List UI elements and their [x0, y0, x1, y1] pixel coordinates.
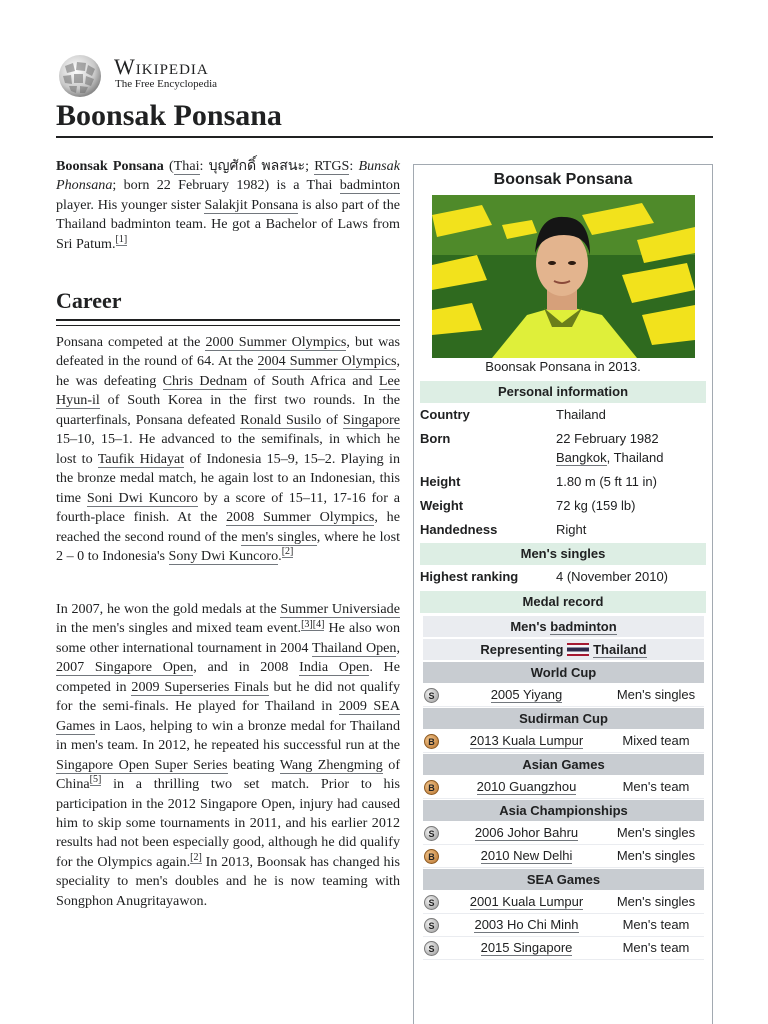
infobox — [413, 164, 713, 1024]
bronze-medal-icon: B — [424, 780, 439, 795]
handedness-label: Handedness — [420, 522, 498, 537]
citation[interactable]: [2] — [190, 852, 202, 864]
height-label: Height — [420, 474, 461, 489]
wiki-link[interactable]: 2009 Superseries Finals — [131, 678, 269, 695]
born-date: 22 February 1982 — [556, 431, 659, 446]
medal-section-header: World Cup — [423, 662, 704, 683]
country-label: Country — [420, 407, 470, 422]
career-paragraph-2 — [56, 600, 400, 911]
medal-event-type: Men's singles — [616, 687, 696, 702]
wiki-link[interactable]: 2000 Summer Olympics — [205, 334, 347, 350]
medal-section-header: Asian Games — [423, 754, 704, 775]
bangkok-link[interactable]: Bangkok — [556, 450, 607, 465]
height-value: 1.80 m (5 ft 11 in) — [556, 474, 657, 489]
handedness-value: Right — [556, 522, 587, 537]
medal-event-link[interactable]: 2006 Johor Bahru — [474, 825, 579, 840]
row-divider — [423, 706, 704, 707]
wiki-link[interactable]: Summer Universiade — [280, 601, 400, 617]
paragraph-text: He also won some other international tournament in 2004 — [56, 620, 400, 656]
born-place — [556, 450, 663, 465]
silver-medal-icon: S — [424, 826, 439, 841]
wiki-link[interactable]: Wang Zhengming — [279, 756, 383, 773]
wiki-link[interactable]: Thailand Open — [312, 639, 397, 656]
sport-prefix: Men's — [510, 619, 551, 634]
badminton-link[interactable]: badminton — [339, 177, 400, 194]
medal-event — [449, 733, 604, 748]
intro-text-3: is also part of the Thailand badminton team. He got a Bachelor of Laws from Sri Patum. — [56, 196, 401, 252]
born-label: Born — [420, 431, 451, 446]
paragraph-text: of South Korea in the first two rounds. In the quarterfinals, Ponsana defeated — [56, 392, 400, 428]
born-country: , Thailand — [606, 450, 664, 465]
citation[interactable]: [4] — [312, 618, 325, 630]
career-divider — [56, 319, 400, 321]
medal-event-link[interactable]: 2001 Kuala Lumpur — [469, 894, 584, 909]
paragraph-text: , he reached the second round of the — [56, 509, 400, 545]
sport-row — [423, 616, 704, 637]
title-divider — [56, 136, 713, 138]
country-value: Thailand — [556, 407, 606, 422]
badminton-link[interactable]: badminton — [550, 619, 617, 634]
intro-text-2: player. His younger sister — [56, 196, 205, 213]
medal-section-header: Sudirman Cup — [423, 708, 704, 729]
paragraph-text: of — [321, 411, 343, 428]
paragraph-text: by a score of 15–11, 17-16 for a fourth-place finish. At the — [56, 489, 400, 526]
medal-event — [449, 848, 604, 863]
row-divider — [423, 752, 704, 753]
wikipedia-wordmark[interactable]: Wikipedia — [114, 54, 209, 79]
rtgs-name: Bunsak Phonsana — [56, 158, 400, 194]
wiki-link[interactable]: Singapore — [342, 411, 401, 428]
weight-value: 72 kg (159 lb) — [556, 498, 636, 513]
row-divider — [423, 798, 704, 799]
medal-event-link[interactable]: 2005 Yiyang — [490, 687, 563, 702]
bronze-medal-icon: B — [424, 734, 439, 749]
intro-paragraph: Boonsak Ponsana (Thai: บุญศักดิ์ พลสนะ; RTGS: Bunsak Phonsana; born 22 February 1982) is a Thai badminton player. His younger sister Salakjit Ponsana is also part of the Thailand badminton team. He got a Bachelor of Laws from Sri Patum.[1] — [56, 158, 401, 252]
wiki-link[interactable]: Lee Hyun-il — [56, 372, 400, 409]
paragraph-text: . — [278, 547, 282, 564]
thailand-link[interactable]: Thailand — [593, 642, 647, 657]
silver-medal-icon: S — [424, 688, 439, 703]
personal-info-header: Personal information — [420, 381, 706, 403]
medal-event-type: Men's team — [622, 917, 690, 932]
subject-name: Boonsak Ponsana — [56, 158, 164, 174]
wikipedia-globe-logo[interactable] — [55, 54, 105, 98]
highest-ranking-label: Highest ranking — [420, 569, 519, 584]
representing-prefix: Representing — [480, 642, 568, 657]
citation-1[interactable]: [1] — [115, 234, 128, 246]
mens-singles-header: Men's singles — [420, 543, 706, 565]
thailand-flag-icon — [567, 643, 589, 656]
paragraph-text: , he was defeating — [56, 353, 400, 389]
thai-name: บุญศักดิ์ พลสนะ — [208, 158, 306, 174]
wiki-link[interactable]: 2008 Summer Olympics — [226, 509, 375, 526]
representing-row — [423, 639, 704, 660]
paragraph-text: beating — [227, 756, 280, 773]
wiki-link[interactable]: 2007 Singapore Open — [56, 659, 194, 676]
medal-event-link[interactable]: 2015 Singapore — [480, 940, 573, 955]
intro-text-1: ; born 22 February 1982) is a Thai — [112, 177, 340, 194]
medal-event-link[interactable]: 2010 New Delhi — [480, 848, 573, 863]
citation[interactable]: [5] — [89, 774, 102, 786]
page-title: Boonsak Ponsana — [56, 99, 282, 132]
wiki-link[interactable]: Singapore Open Super Series — [56, 756, 228, 773]
paragraph-text: but he did not qualify for the semi-finals. He played for Thailand in — [56, 678, 401, 715]
paragraph-text: , and in 2008 — [193, 659, 300, 676]
player-photo[interactable] — [432, 195, 695, 358]
medal-event-type: Men's singles — [616, 848, 696, 863]
medal-event-type: Men's team — [622, 779, 690, 794]
row-divider — [423, 867, 704, 868]
medal-event-type: Men's team — [622, 940, 690, 955]
wiki-link[interactable]: 2009 SEA Games — [56, 698, 400, 734]
paragraph-text: , where he lost 2 – 0 to Indonesia's — [56, 528, 400, 564]
career-divider-thin — [56, 325, 400, 326]
medal-section-header: Asia Championships — [423, 800, 704, 821]
medal-event-type: Mixed team — [622, 733, 690, 748]
silver-medal-icon: S — [424, 895, 439, 910]
career-paragraph-1 — [56, 333, 400, 566]
medal-event — [449, 779, 604, 794]
row-divider — [423, 936, 704, 937]
wiki-link[interactable]: Chris Dednam — [162, 372, 248, 389]
medal-event-type: Men's singles — [616, 894, 696, 909]
wiki-link[interactable]: Taufik Hidayat — [97, 450, 185, 467]
wiki-link[interactable]: Sony Dwi Kuncoro — [168, 547, 279, 564]
thai-language-link[interactable]: Thai — [173, 158, 200, 174]
photo-caption: Boonsak Ponsana in 2013. — [485, 359, 641, 374]
weight-label: Weight — [420, 498, 464, 513]
wiki-link[interactable]: Ronald Susilo — [240, 411, 322, 428]
citation[interactable]: [3] — [301, 618, 313, 630]
medal-event-type: Men's singles — [616, 825, 696, 840]
row-divider — [423, 959, 704, 960]
row-divider — [423, 913, 704, 914]
paragraph-text: in Laos, helping to win a bronze medal for Thailand in men's team. In 2012, he repeated his successful run at the — [56, 717, 400, 754]
paragraph-text: In 2013, Boonsak has changed his speciality to men's doubles and he is now teaming with Songphon Anugritayawon. — [56, 853, 400, 909]
paragraph-text: of Indonesia 15–9, 15–2. Playing in the bronze medal match, he again lost to an Indonesian, this time — [56, 450, 400, 506]
medal-event-link[interactable]: 2010 Guangzhou — [476, 779, 577, 794]
medal-event — [449, 940, 604, 955]
wiki-link[interactable]: India Open — [299, 659, 370, 676]
medal-event-link[interactable]: 2013 Kuala Lumpur — [469, 733, 584, 748]
rtgs-link[interactable]: RTGS — [314, 158, 350, 174]
paragraph-text: , but was defeated in the round of 64. At the — [56, 334, 400, 370]
paragraph-text: In 2007, he won the gold medals at the — [56, 601, 281, 617]
wiki-link[interactable]: Soni Dwi Kuncoro — [86, 489, 198, 506]
infobox-title: Boonsak Ponsana — [493, 171, 633, 188]
paragraph-text: of China — [56, 756, 401, 793]
paragraph-text: 15–10, 15–1. He advanced to the semifinals, in which he lost to — [56, 431, 400, 467]
bronze-medal-icon: B — [424, 849, 439, 864]
highest-ranking-value: 4 (November 2010) — [556, 569, 668, 584]
paragraph-text: Ponsana competed at the — [56, 334, 206, 350]
paragraph-text: . He competed in — [56, 659, 400, 695]
wiki-link[interactable]: men's singles — [241, 528, 317, 545]
medal-event — [449, 917, 604, 932]
silver-medal-icon: S — [424, 918, 439, 933]
medal-section-header: SEA Games — [423, 869, 704, 890]
medal-event — [449, 687, 604, 702]
paragraph-text: of South Africa and — [247, 372, 379, 389]
wiki-link[interactable]: 2004 Summer Olympics — [257, 353, 397, 370]
silver-medal-icon: S — [424, 941, 439, 956]
wikipedia-tagline: The Free Encyclopedia — [115, 78, 218, 90]
row-divider — [423, 844, 704, 845]
paragraph-text: in the men's singles and mixed team event. — [56, 620, 302, 637]
career-heading: Career — [56, 288, 122, 313]
paragraph-text: , — [396, 639, 400, 656]
medal-event — [449, 825, 604, 840]
medal-record-header: Medal record — [420, 591, 706, 613]
salakjit-ponsana-link[interactable]: Salakjit Ponsana — [204, 196, 299, 213]
medal-event — [449, 894, 604, 909]
paragraph-text: in a thrilling two set match. Prior to his participation in the 2012 Singapore Open, injury had caused him to skip some tournaments in 2011, and his earlier 2012 results had not been especially good, although he did qualify for the Olympics again. — [56, 776, 400, 870]
citation[interactable]: [2] — [281, 546, 294, 558]
medal-event-link[interactable]: 2003 Ho Chi Minh — [474, 917, 579, 932]
